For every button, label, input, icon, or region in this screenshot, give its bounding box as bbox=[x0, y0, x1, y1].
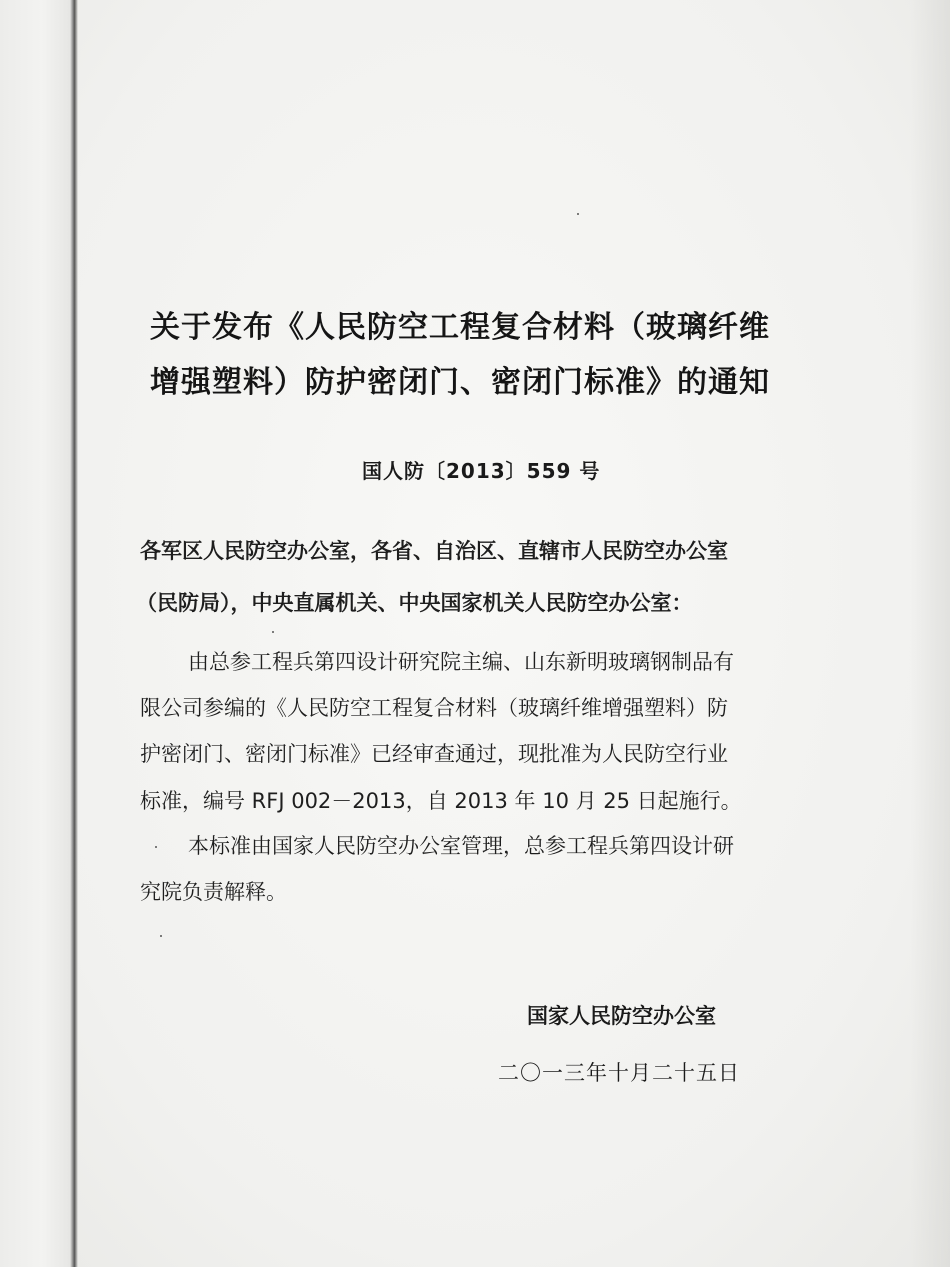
scan-speck bbox=[160, 935, 162, 937]
body-paragraph-1-line-1: 由总参工程兵第四设计研究院主编、山东新明玻璃钢制品有 bbox=[188, 650, 734, 674]
body-paragraph-2-line-1: 本标准由国家人民防空办公室管理，总参工程兵第四设计研 bbox=[188, 834, 734, 858]
title-line-2: 增强塑料）防护密闭门、密闭门标准》的通知 bbox=[150, 365, 770, 400]
body-paragraph-1-line-3: 护密闭门、密闭门标准》已经审查通过，现批准为人民防空行业 bbox=[140, 742, 728, 766]
title-line-1: 关于发布《人民防空工程复合材料（玻璃纤维 bbox=[150, 310, 770, 345]
binding-shadow bbox=[0, 0, 70, 1267]
recipients-line-2: （民防局），中央直属机关、中央国家机关人民防空办公室： bbox=[136, 591, 693, 615]
scan-speck bbox=[272, 631, 274, 633]
body-paragraph-1-line-2: 限公司参编的《人民防空工程复合材料（玻璃纤维增强塑料）防 bbox=[140, 696, 728, 720]
page-edge-shadow bbox=[910, 0, 950, 1267]
body-paragraph-1-line-4: 标准，编号 RFJ 002－2013，自 2013 年 10 月 25 日起施行。 bbox=[140, 789, 742, 813]
scan-speck bbox=[577, 213, 579, 215]
body-paragraph-2-line-2: 究院负责解释。 bbox=[140, 880, 287, 904]
recipients-line-1: 各军区人民防空办公室，各省、自治区、直辖市人民防空办公室 bbox=[140, 539, 728, 563]
scan-speck bbox=[155, 846, 157, 848]
issuer-signature: 国家人民防空办公室 bbox=[527, 1004, 716, 1028]
binding-edge bbox=[70, 0, 78, 1267]
document-number: 国人防〔2013〕559 号 bbox=[362, 459, 601, 483]
issue-date: 二〇一三年十月二十五日 bbox=[498, 1061, 740, 1085]
